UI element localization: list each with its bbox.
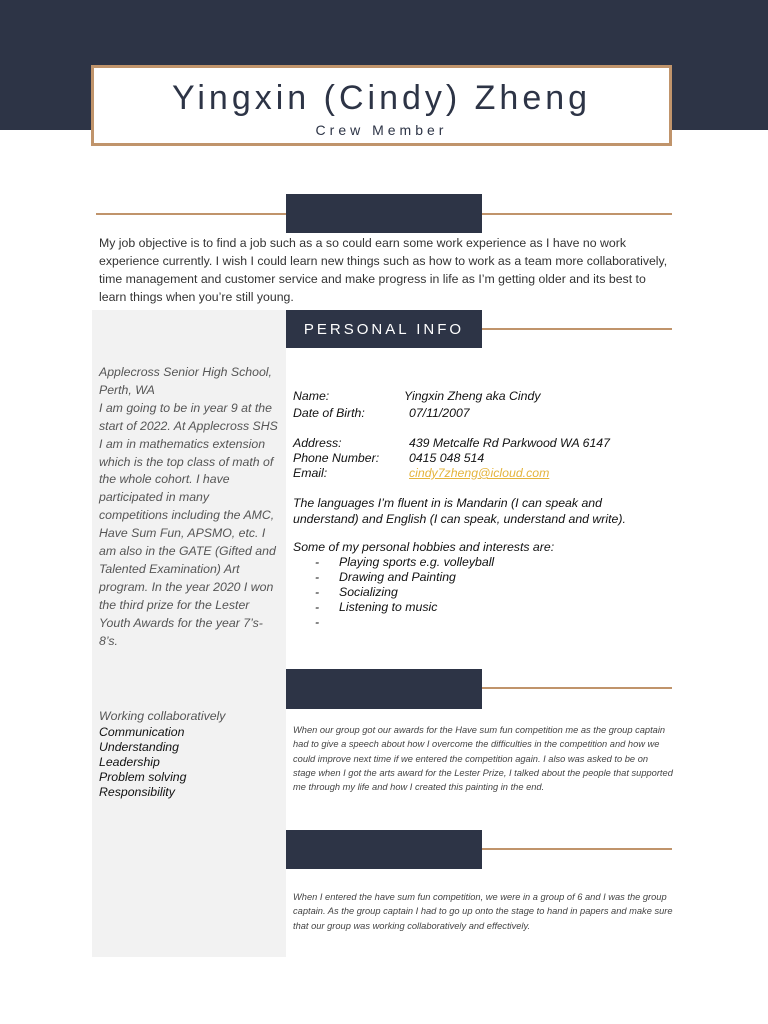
skill-item: Problem solving: [99, 770, 187, 784]
languages-text: The languages I’m fluent in is Mandarin (I can speak and understand) and English (I can speak, understand and write).: [293, 496, 626, 526]
resume-name: Yingxin (Cindy) Zheng: [171, 79, 592, 117]
resume-role: Crew Member: [315, 122, 448, 138]
hobby-item: - Socializing: [315, 585, 554, 600]
hobbies-section: [293, 540, 554, 615]
hobby-item: - Drawing and Painting: [315, 570, 554, 585]
address-label: Address:: [293, 436, 342, 450]
skill-item: Understanding: [99, 740, 179, 754]
hobbies-list: [293, 555, 554, 615]
name-value: Yingxin Zheng aka Cindy: [404, 389, 541, 403]
personal-info-heading-text: PERSONAL INFO: [303, 320, 465, 338]
phone-label: Phone Number:: [293, 451, 380, 465]
education-text: Applecross Senior High School, Perth, WA I am going to be in year 9 at the start of 2022. At Applecross SHS I am in mathematics extension which is the top class of math of the whole cohort. I have participated in many competitions including the AMC, Have Sum Fun, APSMO, etc. I am also in the GATE (Gifted and Talented Examination) Art program. In the year 2020 I won the third prize for the Lester Youth Awards for the year 7’s-8’s.: [99, 365, 278, 648]
skill-item: Leadership: [99, 755, 160, 769]
hobby-item: - Listening to music: [315, 600, 554, 615]
experience-heading-bar: [286, 669, 482, 709]
hobbies-intro: Some of my personal hobbies and interests are:: [293, 540, 555, 554]
name-box: [91, 65, 672, 146]
address-value: 439 Metcalfe Rd Parkwood WA 6147: [409, 436, 610, 450]
teamwork-text: When I entered the have sum fun competition, we were in a group of 6 and I was the group captain. As the group captain I had to go up onto the stage to hand in papers and make sure that our group was working collaboratively and effectively.: [293, 892, 673, 931]
skills-section: [99, 708, 225, 800]
skill-item: Communication: [99, 725, 185, 739]
email-link[interactable]: cindy7zheng@icloud.com: [409, 466, 550, 480]
dob-value: 07/11/2007: [409, 406, 470, 420]
skill-item: Responsibility: [99, 785, 175, 799]
teamwork-rule: [482, 848, 672, 850]
objective-text: My job objective is to find a job such as a so could earn some work experience as I have no work experience currently. I wish I could learn new things such as how to work as a team more collaboratively, time management and customer service and make progress in life as I’m getting older and its best to learn things when you’re still young.: [99, 236, 668, 304]
experience-rule: [482, 687, 672, 689]
teamwork-heading-bar: [286, 830, 482, 869]
objective-heading-bar: [286, 194, 482, 233]
name-label: Name:: [293, 389, 330, 403]
experience-text: When our group got our awards for the Have sum fun competition me as the group captain had to give a speech about how I overcome the difficulties in the competition and how we could improve next time if we entered the competition again. I also was asked to be on stage when I got the arts award for the Lester Prize, I talked about the people that supported me through my life and how I created this painting in the end.: [293, 725, 673, 793]
hobby-item: - Playing sports e.g. volleyball: [315, 555, 554, 570]
skills-heading: Working collaboratively: [99, 709, 226, 723]
personal-info-rule: [482, 328, 672, 330]
phone-value: 0415 048 514: [409, 451, 485, 465]
dob-label: Date of Birth:: [293, 406, 365, 420]
email-label: Email:: [293, 466, 328, 480]
personal-info-heading: [286, 310, 482, 348]
